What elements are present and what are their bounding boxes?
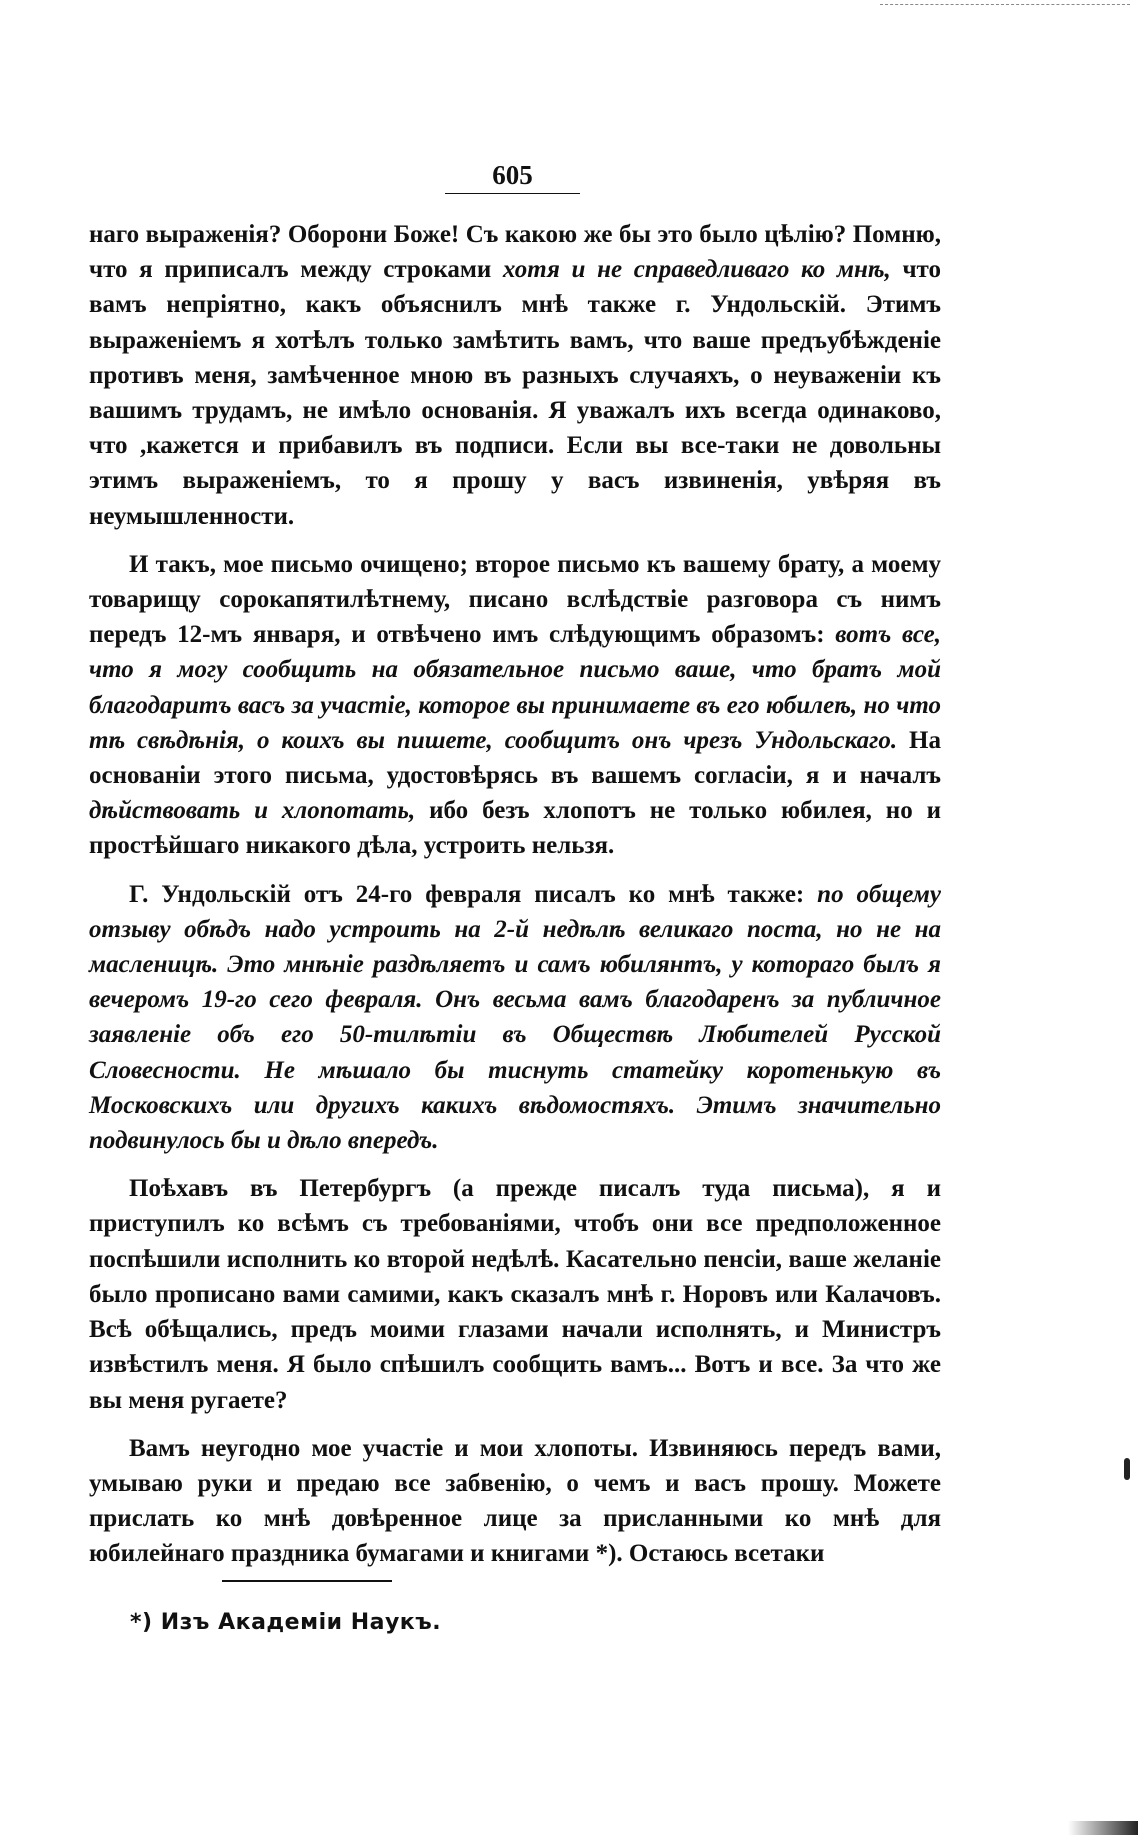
italic-text: хотя и не справедливаго ко мнѣ, [502,256,891,284]
text-segment: Вамъ неугодно мое участіе и мои хлопоты. Извиняюсь передъ вами, умываю руки и предаю все забвенію, о чемъ и васъ прошу. Можете прислать ко мнѣ довѣренное лице за присланными ко мнѣ для юбилейнаго праздника бумагами и книгами *). Остаюсь всетаки [89,1434,941,1568]
page-number: 605 [445,160,580,194]
text-segment: наго выраженія? Оборони Боже! Съ какою же бы это было цѣлію? Помню, что я приписалъ между строками [89,221,941,284]
body-text [89,217,941,1585]
paragraph [89,547,941,864]
scan-corner-mark [1068,1821,1138,1835]
italic-text: вотъ все, что я могу сообщить на обязательное письмо ваше, что братъ мой благодаритъ васъ за участіе, которое вы принимаете въ его юбилеѣ, но что тѣ свѣдѣнія, о коихъ вы пишете, сообщитъ онъ чрезъ Ундольскаго. [89,621,941,754]
text-segment: Г. Ундольскій отъ 24-го февраля писалъ ко мнѣ также: [129,880,818,908]
paragraph [89,1431,941,1572]
text-segment: Поѣхавъ въ Петербургъ (а прежде писалъ туда письма), я и приступилъ ко всѣмъ съ требованіями, чтобъ они все предположенное поспѣшили исполнить ко второй недѣлѣ. Касательно пенсіи, ваше желаніе было прописано вами самими, какъ сказалъ мнѣ г. Норовъ или Калачовъ. Всѣ обѣщались, предъ моими глазами начали исполнять, и Министръ извѣстилъ меня. Я было спѣшилъ сообщить вамъ... Вотъ и все. За что же вы меня ругаете? [89,1175,941,1414]
italic-text: дѣйствовать и хлопотать, [89,797,416,825]
text-segment: что вамъ непріятно, какъ объяснилъ мнѣ также г. Ундольскій. Этимъ выраженіемъ я хотѣлъ только замѣтить вамъ, что ваше предъубѣжденіе противъ меня, замѣченное мною въ разныхъ случаяхъ, о неуваженіи къ вашимъ трудамъ, не имѣло основанія. Я уважалъ ихъ всегда одинаково, что ,кажется и прибавилъ въ подписи. Если вы все-таки не довольны этимъ выраженіемъ, то я прошу у васъ извиненія, увѣряя въ неумышленности. [89,256,941,530]
paragraph [89,1171,941,1417]
paragraph [89,217,941,534]
scan-edge-mark [880,0,1130,5]
text-segment: ибо безъ хлопотъ не только юбилея, но и простѣйшаго никакого дѣла, устроить нельзя. [89,797,941,860]
footnote: *) Изъ Академіи Наукъ. [130,1610,442,1635]
text-segment: На основаніи этого письма, удостовѣрясь въ вашемъ согласіи, я и началъ [89,726,941,790]
text-segment: И такъ, мое письмо очищено; второе письмо къ вашему брату, а моему товарищу сорокапятилѣтнему, писано вслѣдствіе разговора съ нимъ передъ 12-мъ января, и отвѣчено имъ слѣдующимъ образомъ: [89,550,941,649]
scan-margin-mark [1124,1458,1130,1480]
paragraph [89,877,941,1159]
footnote-divider [222,1580,392,1582]
italic-text: по общему отзыву обѣдъ надо устроить на 2-й недѣлѣ великаго поста, но не на масленицѣ. Это мнѣніе раздѣляетъ и самъ юбилянтъ, у котораго былъ я вечеромъ 19-го сего февраля. Онъ весьма вамъ благодаренъ за публичное заявленіе объ его 50-тилѣтіи въ Обществѣ Любителей Русской Словесности. Не мѣшало бы тиснуть статейку коротенькую въ Московскихъ или другихъ какихъ вѣдомостяхъ. Этимъ значительно подвинулось бы и дѣло впередъ. [89,880,941,1155]
